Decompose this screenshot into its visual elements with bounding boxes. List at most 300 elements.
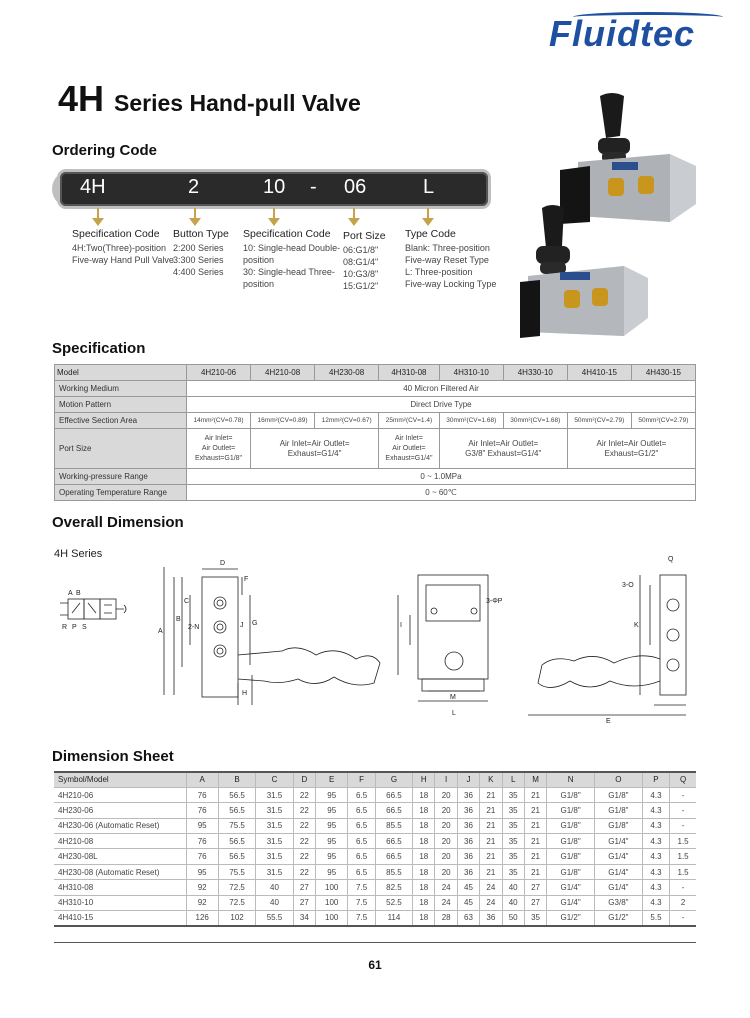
pneumatic-symbol xyxy=(60,599,126,619)
title-main: Series Hand-pull Valve xyxy=(114,90,361,116)
arrow-down-icon xyxy=(92,208,104,228)
dimension-row xyxy=(54,895,696,910)
dimension-value-cell: 100 xyxy=(316,895,348,910)
code-column-title: Port Size xyxy=(343,230,386,242)
dimension-row xyxy=(54,818,696,833)
dim-label: E xyxy=(606,718,611,725)
spec-cell: Air Inlet=Air Outlet= Exhaust=G1/4" xyxy=(251,429,379,469)
arrow-down-icon xyxy=(189,208,201,228)
symbol-label: A xyxy=(68,590,73,597)
dimension-value-cell: 22 xyxy=(293,787,315,802)
spec-header-row xyxy=(55,365,696,381)
spec-row-motion xyxy=(55,397,696,413)
dimension-value-cell: 56.5 xyxy=(218,787,255,802)
dim-label: C xyxy=(184,598,190,605)
dimension-model-cell: 4H210-06 xyxy=(54,787,186,802)
specification-table xyxy=(54,364,696,501)
dimension-value-cell: 40 xyxy=(256,895,293,910)
code-column-line: position xyxy=(243,255,275,265)
valve-photo-back xyxy=(560,93,696,224)
dimension-row xyxy=(54,864,696,879)
dimension-value-cell: 35 xyxy=(502,834,524,849)
dimension-value-cell: 95 xyxy=(316,864,348,879)
dimension-value-cell: 24 xyxy=(435,895,457,910)
dimension-value-cell: 92 xyxy=(186,895,218,910)
dimension-value-cell: 18 xyxy=(413,911,435,926)
dimension-header-cell: A xyxy=(186,772,218,787)
dimension-header-cell: C xyxy=(256,772,293,787)
dimension-value-cell: G1/8" xyxy=(547,864,595,879)
dimension-value-cell: 66.5 xyxy=(375,803,412,818)
dimension-value-cell: 66.5 xyxy=(375,787,412,802)
code-column-title: Specification Code xyxy=(243,228,331,240)
dimension-header-cell: B xyxy=(218,772,255,787)
dimension-model-cell: 4H230-08 (Automatic Reset) xyxy=(54,864,186,879)
dimension-model-cell: 4H310-10 xyxy=(54,895,186,910)
dimension-value-cell: - xyxy=(670,787,696,802)
dimension-value-cell: 27 xyxy=(524,895,546,910)
dimension-value-cell: G1/4" xyxy=(547,880,595,895)
spec-row-label: Port Size xyxy=(55,429,187,469)
dimension-value-cell: 21 xyxy=(524,787,546,802)
dimension-value-cell: 36 xyxy=(457,818,479,833)
code-column-line: Five-way Locking Type xyxy=(405,279,497,289)
dimension-value-cell: 18 xyxy=(413,864,435,879)
dimension-value-cell: 40 xyxy=(256,880,293,895)
dimension-value-cell: 45 xyxy=(457,895,479,910)
dimension-value-cell: G1/8" xyxy=(547,803,595,818)
spec-row-label: Motion Pattern xyxy=(55,397,187,413)
spec-cell: 50mm²(CV=2.79) xyxy=(567,413,631,429)
dimension-value-cell: G1/8" xyxy=(547,818,595,833)
dim-label: M xyxy=(450,694,456,701)
dimension-value-cell: 22 xyxy=(293,803,315,818)
dimension-value-cell: 27 xyxy=(524,880,546,895)
top-view xyxy=(528,575,686,715)
symbol-label: S xyxy=(82,624,87,631)
dimension-value-cell: 76 xyxy=(186,787,218,802)
dimension-value-cell: 100 xyxy=(316,880,348,895)
dimension-model-cell: 4H230-06 (Automatic Reset) xyxy=(54,818,186,833)
dim-label: B xyxy=(176,616,181,623)
dimension-model-cell: 4H410-15 xyxy=(54,911,186,926)
spec-model: 4H410-15 xyxy=(567,365,631,381)
spec-cell: Air Inlet= Air Outlet= Exhaust=G1/4" xyxy=(379,429,440,469)
valve-photo-front xyxy=(520,205,648,338)
dimension-value-cell: 52.5 xyxy=(375,895,412,910)
dimension-value-cell: 7.5 xyxy=(348,911,375,926)
dimension-value-cell: 18 xyxy=(413,834,435,849)
dimension-value-cell: 75.5 xyxy=(218,818,255,833)
dimension-value-cell: 40 xyxy=(502,880,524,895)
dimension-header-cell: K xyxy=(480,772,502,787)
dim-label: A xyxy=(158,628,163,635)
arrow-down-icon xyxy=(422,208,434,228)
dimension-value-cell: 24 xyxy=(435,880,457,895)
code-part-series: 4H xyxy=(80,176,106,198)
dimension-value-cell: 1.5 xyxy=(670,849,696,864)
dimension-value-cell: 24 xyxy=(480,880,502,895)
code-column-button xyxy=(173,228,229,278)
dimension-value-cell: 21 xyxy=(524,864,546,879)
specification-heading: Specification xyxy=(52,340,146,357)
dimension-labels xyxy=(62,556,674,725)
dimension-value-cell: 102 xyxy=(218,911,255,926)
dim-label: I xyxy=(400,622,402,629)
logo-swoosh xyxy=(573,12,723,22)
dimension-value-cell: 95 xyxy=(316,849,348,864)
dimension-value-cell: G3/8" xyxy=(595,895,643,910)
dimension-value-cell: 95 xyxy=(186,864,218,879)
dimension-value-cell: 4.3 xyxy=(642,864,669,879)
dimension-value-cell: - xyxy=(670,880,696,895)
dim-label: J xyxy=(240,622,244,629)
code-part-dash: - xyxy=(310,176,317,198)
dimension-value-cell: 20 xyxy=(435,803,457,818)
dimension-value-cell: 36 xyxy=(457,834,479,849)
dimension-value-cell: 4.3 xyxy=(642,880,669,895)
dimension-value-cell: - xyxy=(670,803,696,818)
code-column-line: 4H:Two(Three)-position xyxy=(72,243,167,253)
dimension-value-cell: G1/8" xyxy=(595,787,643,802)
dimension-value-cell: 6.5 xyxy=(348,787,375,802)
dimension-drawing xyxy=(54,555,704,725)
spec-row-section xyxy=(55,413,696,429)
dimension-value-cell: 85.5 xyxy=(375,818,412,833)
dimension-value-cell: 95 xyxy=(316,787,348,802)
code-column-title: Button Type xyxy=(173,228,229,240)
dimension-header-row xyxy=(54,772,696,787)
code-part-spec: 10 xyxy=(263,176,286,198)
dimension-value-cell: G1/2" xyxy=(547,911,595,926)
dimension-value-cell: G1/8" xyxy=(595,803,643,818)
dimension-value-cell: 27 xyxy=(293,895,315,910)
dimension-value-cell: 6.5 xyxy=(348,803,375,818)
spec-row-temperature xyxy=(55,485,696,501)
dimension-value-cell: 76 xyxy=(186,803,218,818)
dimension-value-cell: 28 xyxy=(435,911,457,926)
dimension-header-cell: F xyxy=(348,772,375,787)
dimension-value-cell: 1.5 xyxy=(670,864,696,879)
dim-label: D xyxy=(220,560,226,567)
dimension-value-cell: G1/8" xyxy=(547,834,595,849)
code-column-port xyxy=(343,230,386,292)
dimension-value-cell: 34 xyxy=(293,911,315,926)
dimension-value-cell: 35 xyxy=(524,911,546,926)
dimension-value-cell: 20 xyxy=(435,849,457,864)
dimension-value-cell: G1/4" xyxy=(547,895,595,910)
dimension-header-cell: Q xyxy=(670,772,696,787)
dimension-value-cell: 31.5 xyxy=(256,787,293,802)
dimension-value-cell: 18 xyxy=(413,880,435,895)
spec-model: 4H310-10 xyxy=(439,365,503,381)
dimension-table xyxy=(54,771,696,927)
dimension-row xyxy=(54,787,696,802)
dimension-value-cell: 21 xyxy=(480,849,502,864)
symbol-label: B xyxy=(76,590,81,597)
code-column-line: 3:300 Series xyxy=(173,255,224,265)
code-column-line: 4:400 Series xyxy=(173,267,224,277)
dim-label: 2-N xyxy=(188,624,200,631)
dimension-row xyxy=(54,834,696,849)
dimension-value-cell: 21 xyxy=(524,818,546,833)
front-view xyxy=(164,567,380,705)
spec-row-label: Effective Section Area xyxy=(55,413,187,429)
dimension-value-cell: 31.5 xyxy=(256,803,293,818)
dimension-sheet-heading: Dimension Sheet xyxy=(52,748,174,765)
code-column-line: 2:200 Series xyxy=(173,243,224,253)
dimension-value-cell: 6.5 xyxy=(348,849,375,864)
dimension-value-cell: 35 xyxy=(502,787,524,802)
arrow-down-icon xyxy=(268,208,280,228)
dimension-header-cell: D xyxy=(293,772,315,787)
spec-cell: Air Inlet=Air Outlet= Exhaust=G1/2" xyxy=(567,429,695,469)
spec-cell: 30mm²(CV=1.68) xyxy=(439,413,503,429)
dimension-model-cell: 4H230-06 xyxy=(54,803,186,818)
dimension-header-cell: L xyxy=(502,772,524,787)
dimension-value-cell: 21 xyxy=(524,834,546,849)
code-column-title: Type Code xyxy=(405,228,456,240)
dim-label: H xyxy=(242,690,248,697)
code-column-type xyxy=(405,228,496,290)
dimension-value-cell: 36 xyxy=(457,864,479,879)
dimension-value-cell: 40 xyxy=(502,895,524,910)
dimension-header-cell: I xyxy=(435,772,457,787)
spec-cell: Air Inlet= Air Outlet= Exhaust=G1/8" xyxy=(187,429,251,469)
series-label: 4H Series xyxy=(54,548,103,560)
dimension-value-cell: 22 xyxy=(293,834,315,849)
dimension-value-cell: G1/4" xyxy=(595,880,643,895)
code-column-line: Blank: Three-position xyxy=(405,243,490,253)
dimension-model-cell: 4H310-08 xyxy=(54,880,186,895)
dim-label: Q xyxy=(668,556,674,563)
dimension-value-cell: 18 xyxy=(413,895,435,910)
code-column-line: 06:G1/8" xyxy=(343,245,379,255)
dimension-value-cell: 2 xyxy=(670,895,696,910)
dimension-value-cell: 21 xyxy=(480,834,502,849)
code-part-button: 2 xyxy=(188,176,200,198)
dimension-value-cell: G1/4" xyxy=(595,849,643,864)
page-divider xyxy=(54,942,696,943)
dimension-value-cell: G1/8" xyxy=(595,818,643,833)
dimension-value-cell: G1/8" xyxy=(547,787,595,802)
dimension-header-cell: O xyxy=(595,772,643,787)
dim-label: L xyxy=(452,710,456,717)
dimension-value-cell: G1/4" xyxy=(595,864,643,879)
dimension-value-cell: 24 xyxy=(480,895,502,910)
dimension-value-cell: 21 xyxy=(524,803,546,818)
dimension-value-cell: 76 xyxy=(186,849,218,864)
dimension-value-cell: 21 xyxy=(480,803,502,818)
dimension-value-cell: 27 xyxy=(293,880,315,895)
code-part-port: 06 xyxy=(344,176,367,198)
dimension-value-cell: 66.5 xyxy=(375,849,412,864)
dimension-value-cell: 35 xyxy=(502,818,524,833)
dimension-value-cell: G1/4" xyxy=(595,834,643,849)
dimension-header-cell: J xyxy=(457,772,479,787)
dimension-value-cell: 18 xyxy=(413,787,435,802)
spec-cell: 30mm²(CV=1.68) xyxy=(503,413,567,429)
dimension-header-cell: N xyxy=(547,772,595,787)
dimension-value-cell: 21 xyxy=(524,849,546,864)
dimension-value-cell: 21 xyxy=(480,818,502,833)
dimension-value-cell: G1/8" xyxy=(547,849,595,864)
dimension-value-cell: 20 xyxy=(435,818,457,833)
spec-model: 4H310-08 xyxy=(379,365,440,381)
code-column-line: 10:G3/8" xyxy=(343,269,379,279)
dimension-value-cell: 95 xyxy=(316,818,348,833)
dimension-value-cell: 21 xyxy=(480,864,502,879)
spec-model: 4H430-15 xyxy=(631,365,695,381)
dimension-row xyxy=(54,803,696,818)
dimension-value-cell: 6.5 xyxy=(348,818,375,833)
dimension-value-cell: 21 xyxy=(480,787,502,802)
code-column-series xyxy=(72,228,174,266)
page-title xyxy=(58,78,361,118)
dimension-value-cell: 95 xyxy=(316,834,348,849)
spec-row-medium xyxy=(55,381,696,397)
spec-cell: 12mm²(CV=0.67) xyxy=(315,413,379,429)
dimension-header-cell: Symbol/Model xyxy=(54,772,186,787)
ordering-code-bar xyxy=(60,172,488,206)
dimension-row xyxy=(54,880,696,895)
dimension-value-cell: 22 xyxy=(293,849,315,864)
dimension-row xyxy=(54,911,696,926)
code-column-line: 10: Single-head Double- xyxy=(243,243,341,253)
dimension-value-cell: 95 xyxy=(186,818,218,833)
dimension-value-cell: 56.5 xyxy=(218,849,255,864)
dimension-value-cell: 95 xyxy=(316,803,348,818)
code-column-line: 15:G1/2" xyxy=(343,281,379,291)
dimension-value-cell: 20 xyxy=(435,787,457,802)
dimension-value-cell: 114 xyxy=(375,911,412,926)
dimension-value-cell: G1/2" xyxy=(595,911,643,926)
dimension-value-cell: 100 xyxy=(316,911,348,926)
spec-cell: Air Inlet=Air Outlet= G3/8" Exhaust=G1/4" xyxy=(439,429,567,469)
dimension-value-cell: - xyxy=(670,818,696,833)
dimension-value-cell: 35 xyxy=(502,864,524,879)
dimension-value-cell: 45 xyxy=(457,880,479,895)
dimension-value-cell: 50 xyxy=(502,911,524,926)
symbol-label: P xyxy=(72,624,77,631)
code-column-line: 08:G1/4" xyxy=(343,257,379,267)
spec-row-label: Working Medium xyxy=(55,381,187,397)
ordering-code-heading: Ordering Code xyxy=(52,142,158,159)
brand-logo xyxy=(549,13,725,56)
dimension-value-cell: 31.5 xyxy=(256,818,293,833)
code-column-line: Five-way Reset Type xyxy=(405,255,489,265)
dimension-value-cell: 4.3 xyxy=(642,787,669,802)
dimension-header-cell: E xyxy=(316,772,348,787)
dim-label: K xyxy=(634,622,639,629)
dimension-value-cell: 20 xyxy=(435,864,457,879)
spec-model: 4H230-08 xyxy=(315,365,379,381)
spec-row-label: Working-pressure Range xyxy=(55,469,187,485)
dimension-value-cell: 6.5 xyxy=(348,834,375,849)
dimension-value-cell: 18 xyxy=(413,818,435,833)
dimension-value-cell: 72.5 xyxy=(218,895,255,910)
code-column-line: 30: Single-head Three- xyxy=(243,267,335,277)
dimension-value-cell: 31.5 xyxy=(256,834,293,849)
dimension-value-cell: 36 xyxy=(480,911,502,926)
dimension-value-cell: 75.5 xyxy=(218,864,255,879)
dimension-value-cell: 55.5 xyxy=(256,911,293,926)
page-number: 61 xyxy=(368,958,382,972)
dimension-value-cell: 4.3 xyxy=(642,895,669,910)
dimension-row xyxy=(54,849,696,864)
dimension-value-cell: 7.5 xyxy=(348,880,375,895)
spec-row-label: Operating Temperature Range xyxy=(55,485,187,501)
spec-cell: 25mm²(CV=1.4) xyxy=(379,413,440,429)
side-view xyxy=(398,575,488,701)
dimension-value-cell: 18 xyxy=(413,803,435,818)
dimension-value-cell: 72.5 xyxy=(218,880,255,895)
dimension-header-cell: P xyxy=(642,772,669,787)
spec-cell: 40 Micron Filtered Air xyxy=(187,381,696,397)
dimension-value-cell: 31.5 xyxy=(256,864,293,879)
spec-model: 4H330-10 xyxy=(503,365,567,381)
dimension-value-cell: 4.3 xyxy=(642,818,669,833)
dimension-value-cell: 92 xyxy=(186,880,218,895)
dimension-header-cell: H xyxy=(413,772,435,787)
dimension-model-cell: 4H210-08 xyxy=(54,834,186,849)
dim-label: 3-O xyxy=(622,582,634,589)
overall-dimension-heading: Overall Dimension xyxy=(52,514,184,531)
dimension-value-cell: - xyxy=(670,911,696,926)
title-prefix: 4H xyxy=(58,78,105,119)
dimension-value-cell: 22 xyxy=(293,818,315,833)
dimension-value-cell: 56.5 xyxy=(218,803,255,818)
dimension-value-cell: 18 xyxy=(413,849,435,864)
dimension-value-cell: 36 xyxy=(457,787,479,802)
code-column-line: position xyxy=(243,279,275,289)
dimension-value-cell: 6.5 xyxy=(348,864,375,879)
symbol-label: R xyxy=(62,624,68,631)
dimension-value-cell: 7.5 xyxy=(348,895,375,910)
dim-label: G xyxy=(252,620,258,627)
dimension-value-cell: 1.5 xyxy=(670,834,696,849)
dimension-value-cell: 4.3 xyxy=(642,849,669,864)
dimension-value-cell: 4.3 xyxy=(642,834,669,849)
dimension-value-cell: 22 xyxy=(293,864,315,879)
dimension-value-cell: 63 xyxy=(457,911,479,926)
dimension-model-cell: 4H230-08L xyxy=(54,849,186,864)
dim-label: 3-ΦP xyxy=(486,598,503,605)
spec-cell: 0 ~ 1.0MPa xyxy=(187,469,696,485)
dimension-header-cell: G xyxy=(375,772,412,787)
code-column-line: Five-way Hand Pull Valve xyxy=(72,255,174,265)
dimension-value-cell: 36 xyxy=(457,849,479,864)
code-column-line: L: Three-position xyxy=(405,267,473,277)
spec-model: 4H210-06 xyxy=(187,365,251,381)
dimension-value-cell: 82.5 xyxy=(375,880,412,895)
arrow-down-icon xyxy=(348,208,360,228)
dimension-value-cell: 4.3 xyxy=(642,803,669,818)
code-part-type: L xyxy=(423,176,435,198)
dimension-value-cell: 35 xyxy=(502,849,524,864)
dimension-value-cell: 56.5 xyxy=(218,834,255,849)
spec-cell: 16mm²(CV=0.89) xyxy=(251,413,315,429)
spec-cell: 50mm²(CV=2.79) xyxy=(631,413,695,429)
dimension-value-cell: 36 xyxy=(457,803,479,818)
spec-row-pressure xyxy=(55,469,696,485)
dimension-header-cell: M xyxy=(524,772,546,787)
dimension-value-cell: 31.5 xyxy=(256,849,293,864)
code-column-spec xyxy=(243,228,340,290)
dimension-value-cell: 85.5 xyxy=(375,864,412,879)
dimension-value-cell: 76 xyxy=(186,834,218,849)
dimension-value-cell: 5.5 xyxy=(642,911,669,926)
